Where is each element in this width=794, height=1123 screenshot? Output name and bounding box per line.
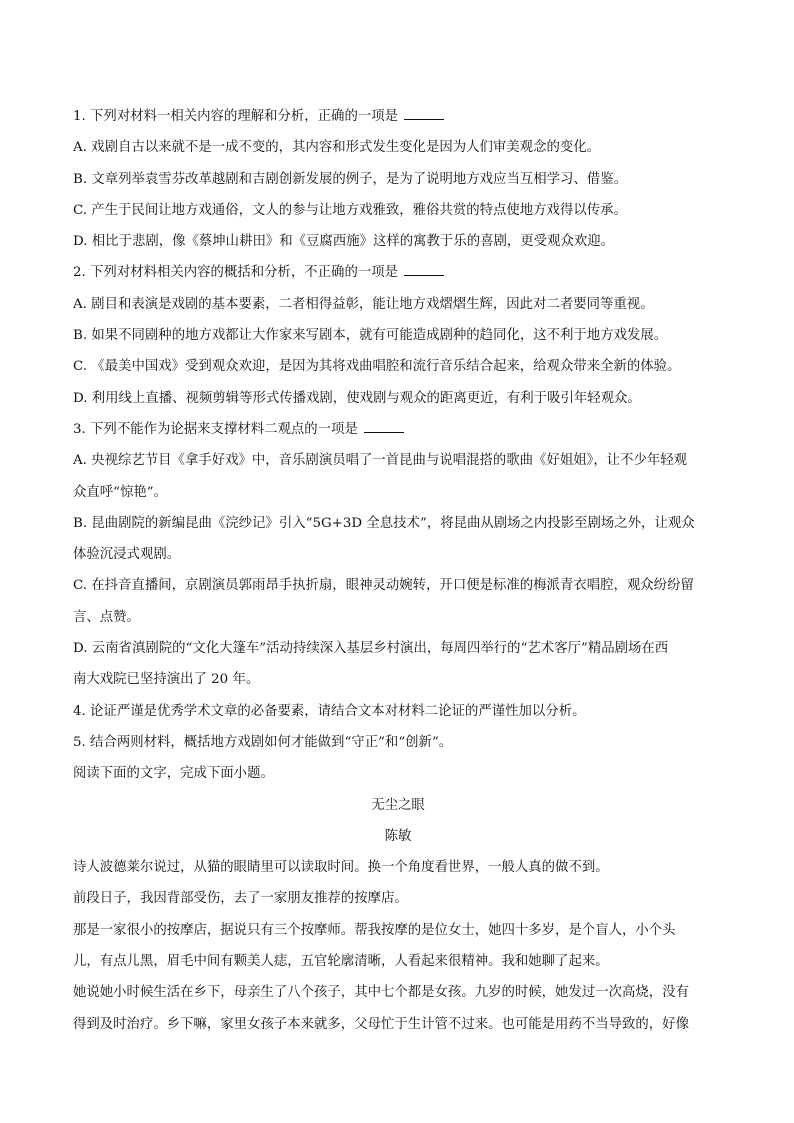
question-5: 5. 结合两则材料，概括地方戏剧如何才能做到“守正”和“创新”。 [73, 734, 453, 750]
question-4: 4. 论证严谨是优秀学术文章的必备要素，请结合文本对材料二论证的严谨性加以分析。 [73, 703, 586, 719]
document-body [73, 101, 723, 1040]
question-1-option-a: A. 戏剧自古以来就不是一成不变的，其内容和形式发生变化是因为人们审美观念的变化。 [73, 140, 601, 156]
question-3-option-a-line-2: 众直呼“惊艳”。 [73, 484, 168, 500]
question-2-option-a: A. 剧目和表演是戏剧的基本要素，二者相得益彰，能让地方戏熠熠生辉，因此对二者要同等重视。 [73, 296, 654, 312]
question-2-option-d: D. 利用线上直播、视频剪辑等形式传播戏剧，使戏剧与观众的距离更近，有利于吸引年轻观众。 [73, 390, 641, 406]
question-3-option-d-line-2: 南大戏院已坚持演出了 20 年。 [73, 672, 260, 688]
question-2-option-c: C. 《最美中国戏》受到观众欢迎，是因为其将戏曲唱腔和流行音乐结合起来，给观众带来全新的体验。 [73, 359, 681, 375]
reading-instruction: 阅读下面的文字，完成下面小题。 [73, 766, 274, 782]
story-paragraph-4-line-2: 得到及时治疗。乡下嘛，家里女孩子本来就多，父母忙于生计管不过来。也可能是用药不当导致的，好像 [73, 1016, 689, 1032]
answer-blank [404, 263, 444, 276]
story-paragraph-1: 诗人波德莱尔说过，从猫的眼睛里可以读取时间。换一个角度看世界，一般人真的做不到。 [73, 860, 609, 876]
question-1-option-c: C. 产生于民间让地方戏通俗，文人的参与让地方戏雅致，雅俗共赏的特点使地方戏得以传承。 [73, 202, 627, 218]
story-author: 陈敏 [384, 828, 412, 844]
question-3-option-c-line-2: 言、点赞。 [73, 609, 140, 625]
question-3-option-d-line-1: D. 云南省滇剧院的“文化大篷车”活动持续深入基层乡村演出，每周四举行的“艺术客厅”精品剧场在西 [73, 641, 669, 657]
question-1-stem [73, 101, 723, 132]
answer-blank [404, 107, 444, 120]
story-paragraph-2: 前段日子，我因背部受伤，去了一家朋友推荐的按摩店。 [73, 891, 408, 907]
question-2-option-b: B. 如果不同剧种的地方戏都让大作家来写剧本，就有可能造成剧种的趋同化，这不利于地方戏发展。 [73, 328, 668, 344]
question-2-stem [73, 257, 723, 288]
question-1-option-b: B. 文章列举袁雪芬改革越剧和吉剧创新发展的例子，是为了说明地方戏应当互相学习、借鉴。 [73, 171, 627, 187]
question-3-option-b-line-1: B. 昆曲剧院的新编昆曲《浣纱记》引入“5G+3D 全息技术”，将昆曲从剧场之内投影至剧场之外，让观众 [73, 515, 695, 531]
question-3-option-a-line-1: A. 央视综艺节目《拿手好戏》中，音乐剧演员唱了一首昆曲与说唱混搭的歌曲《好姐姐》，让不少年轻观 [73, 453, 688, 469]
story-paragraph-3-line-2: 儿，有点儿黑，眉毛中间有颗美人痣，五官轮廓清晰，人看起来很精神。我和她聊了起来。 [73, 954, 609, 970]
question-1-option-d: D. 相比于悲剧，像《蔡坤山耕田》和《豆腐西施》这样的寓教于乐的喜剧，更受观众欢迎。 [73, 234, 615, 250]
question-3-text: 3. 下列不能作为论据来支撑材料二观点的一项是 [73, 421, 358, 437]
story-title: 无尘之眼 [371, 797, 425, 813]
story-paragraph-4-line-1: 她说她小时候生活在乡下，母亲生了八个孩子，其中七个都是女孩。九岁的时候，她发过一次高烧，没有 [73, 985, 689, 1001]
question-3-option-c-line-1: C. 在抖音直播间，京剧演员郭雨昂手执折扇，眼神灵动婉转，开口便是标准的梅派青衣唱腔，观众纷纷留 [73, 578, 694, 594]
story-paragraph-3-line-1: 那是一家很小的按摩店，据说只有三个按摩师。帮我按摩的是位女士，她四十多岁，是个盲人，小个头 [73, 922, 676, 938]
question-3-stem [73, 414, 723, 445]
answer-blank [364, 420, 404, 433]
question-2-text: 2. 下列对材料相关内容的概括和分析，不正确的一项是 [73, 265, 399, 281]
question-1-text: 1. 下列对材料一相关内容的理解和分析，正确的一项是 [73, 109, 399, 124]
question-3-option-b-line-2: 体验沉浸式观剧。 [73, 547, 181, 563]
